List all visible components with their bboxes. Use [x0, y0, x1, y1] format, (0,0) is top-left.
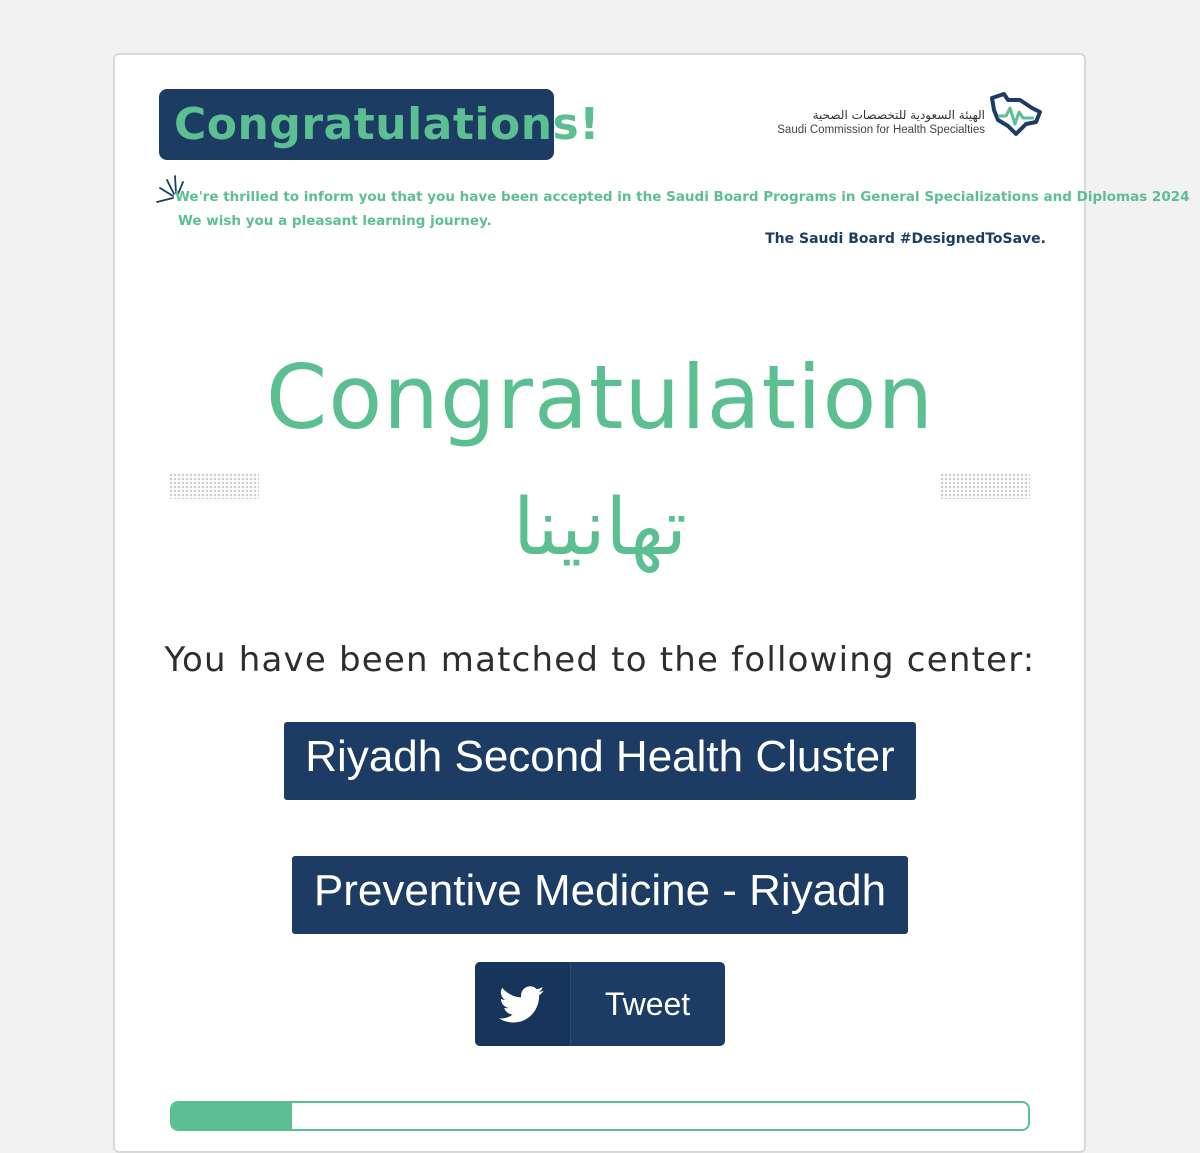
- page-title-english: Congratulation: [265, 346, 935, 449]
- congratulations-badge: Congratulations!: [159, 89, 554, 160]
- logo-english-text: Saudi Commission for Health Specialties: [777, 124, 985, 136]
- twitter-bird-icon: [499, 986, 545, 1024]
- matched-center-label: You have been matched to the following center:: [164, 640, 1036, 680]
- tweet-icon-container: [475, 962, 571, 1046]
- tweet-button[interactable]: [475, 962, 725, 1046]
- wish-message: We wish you a pleasant learning journey.: [178, 213, 492, 229]
- tweet-button-label: Tweet: [604, 986, 691, 1022]
- acceptance-message: We're thrilled to inform you that you have been accepted in the Saudi Board Programs in General Specializations and Diplomas 2024: [175, 189, 1190, 205]
- matched-center-badge: Riyadh Second Health Cluster: [284, 722, 916, 800]
- scfhs-logo-icon: [986, 90, 1046, 140]
- progress-bar: [170, 1101, 1030, 1131]
- progress-bar-fill: [172, 1103, 292, 1129]
- page-title-arabic: تهانينا: [513, 483, 687, 573]
- logo-arabic-text: الهيئة السعودية للتخصصات الصحية: [812, 108, 985, 122]
- hashtag-text: The Saudi Board #DesignedToSave.: [765, 231, 1046, 247]
- matched-program-badge: Preventive Medicine - Riyadh: [292, 856, 908, 934]
